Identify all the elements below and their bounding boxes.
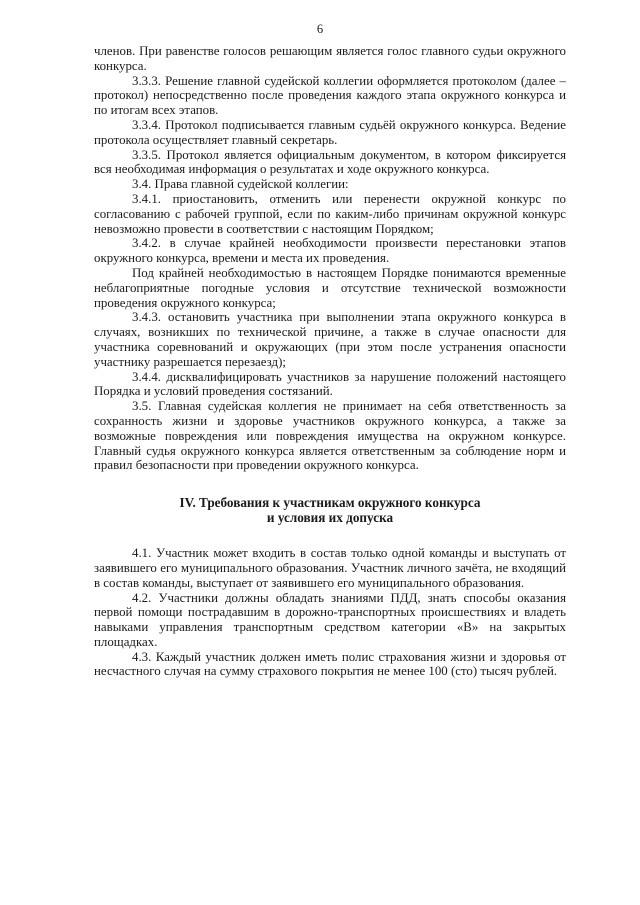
paragraph-3-3-5: 3.3.5. Протокол является официальным документом, в котором фиксируется вся необходимая информация о результатах и ходе окружного конкурса. (94, 147, 566, 177)
paragraph-3-3-4: 3.3.4. Протокол подписывается главным судьёй окружного конкурса. Ведение протокола осуществляет главный секретарь. (94, 117, 566, 147)
paragraph-3-3-3: 3.3.3. Решение главной судейской коллегии оформляется протоколом (далее – протокол) непосредственно после проведения каждого этапа окружного конкурса и по итогам всех этапов. (94, 73, 566, 118)
section-title-line-1: IV. Требования к участникам окружного конкурса (179, 495, 481, 511)
paragraph-continuation: членов. При равенстве голосов решающим является голос главного судьи окружного конкурса. (94, 44, 566, 73)
section-title (94, 495, 566, 525)
paragraph-3-4-4: 3.4.4. дисквалифицировать участников за нарушение положений настоящего Порядка и условий проведения состязаний. (94, 369, 566, 399)
paragraph-3-4: 3.4. Права главной судейской коллегии: (132, 177, 349, 192)
paragraph-3-5: 3.5. Главная судейская коллегия не принимает на себя ответственность за сохранность жизни и здоровье участников окружного конкурса, а также за возможные повреждения или повреждения имущества на окружном конкурсе. Главный судья окружного конкурса является ответственным за соблюдение норм и правил безопасности при проведении окружного конкурса. (94, 399, 566, 473)
paragraph-3-4-2: 3.4.2. в случае крайней необходимости произвести перестановки этапов окружного конкурса, времени и места их проведения. (94, 236, 566, 266)
paragraph-3-4-3: 3.4.3. остановить участника при выполнении этапа окружного конкурса в случаях, возникших по технической причине, а также в случае опасности для участника соревнований и окружающих (при этом после устранения опасности участнику разрешается перезаезд); (94, 310, 566, 369)
paragraph-emergency-definition: Под крайней необходимостью в настоящем Порядке понимаются временные неблагоприятные погодные условия и отсутствие технической возможности проведения окружного конкурса; (94, 265, 566, 310)
document-body (94, 44, 566, 679)
paragraph-4-1: 4.1. Участник может входить в состав только одной команды и выступать от заявившего его муниципального образования. Участник личного зачёта, не входящий в состав команды, выступает от заявившего его муниципального образования. (94, 546, 566, 590)
paragraph-4-3: 4.3. Каждый участник должен иметь полис страхования жизни и здоровья от несчастного случая на сумму страхового покрытия не менее 100 (сто) тысяч рублей. (94, 649, 566, 679)
section-title-line-2: и условия их допуска (266, 510, 394, 526)
page-number: 6 (316, 22, 324, 36)
paragraph-3-4-1: 3.4.1. приостановить, отменить или перенести окружной конкурс по согласованию с рабочей группой, если по каким-либо причинам окружной конкурс невозможно провести в соответствии с настоящим Порядком; (94, 191, 566, 236)
paragraph-4-2: 4.2. Участники должны обладать знаниями ПДД, знать способы оказания первой помощи пострадавшим в дорожно-транспортных происшествиях и владеть навыками управления транспортным средством категории «В» на закрытых площадках. (94, 590, 566, 649)
